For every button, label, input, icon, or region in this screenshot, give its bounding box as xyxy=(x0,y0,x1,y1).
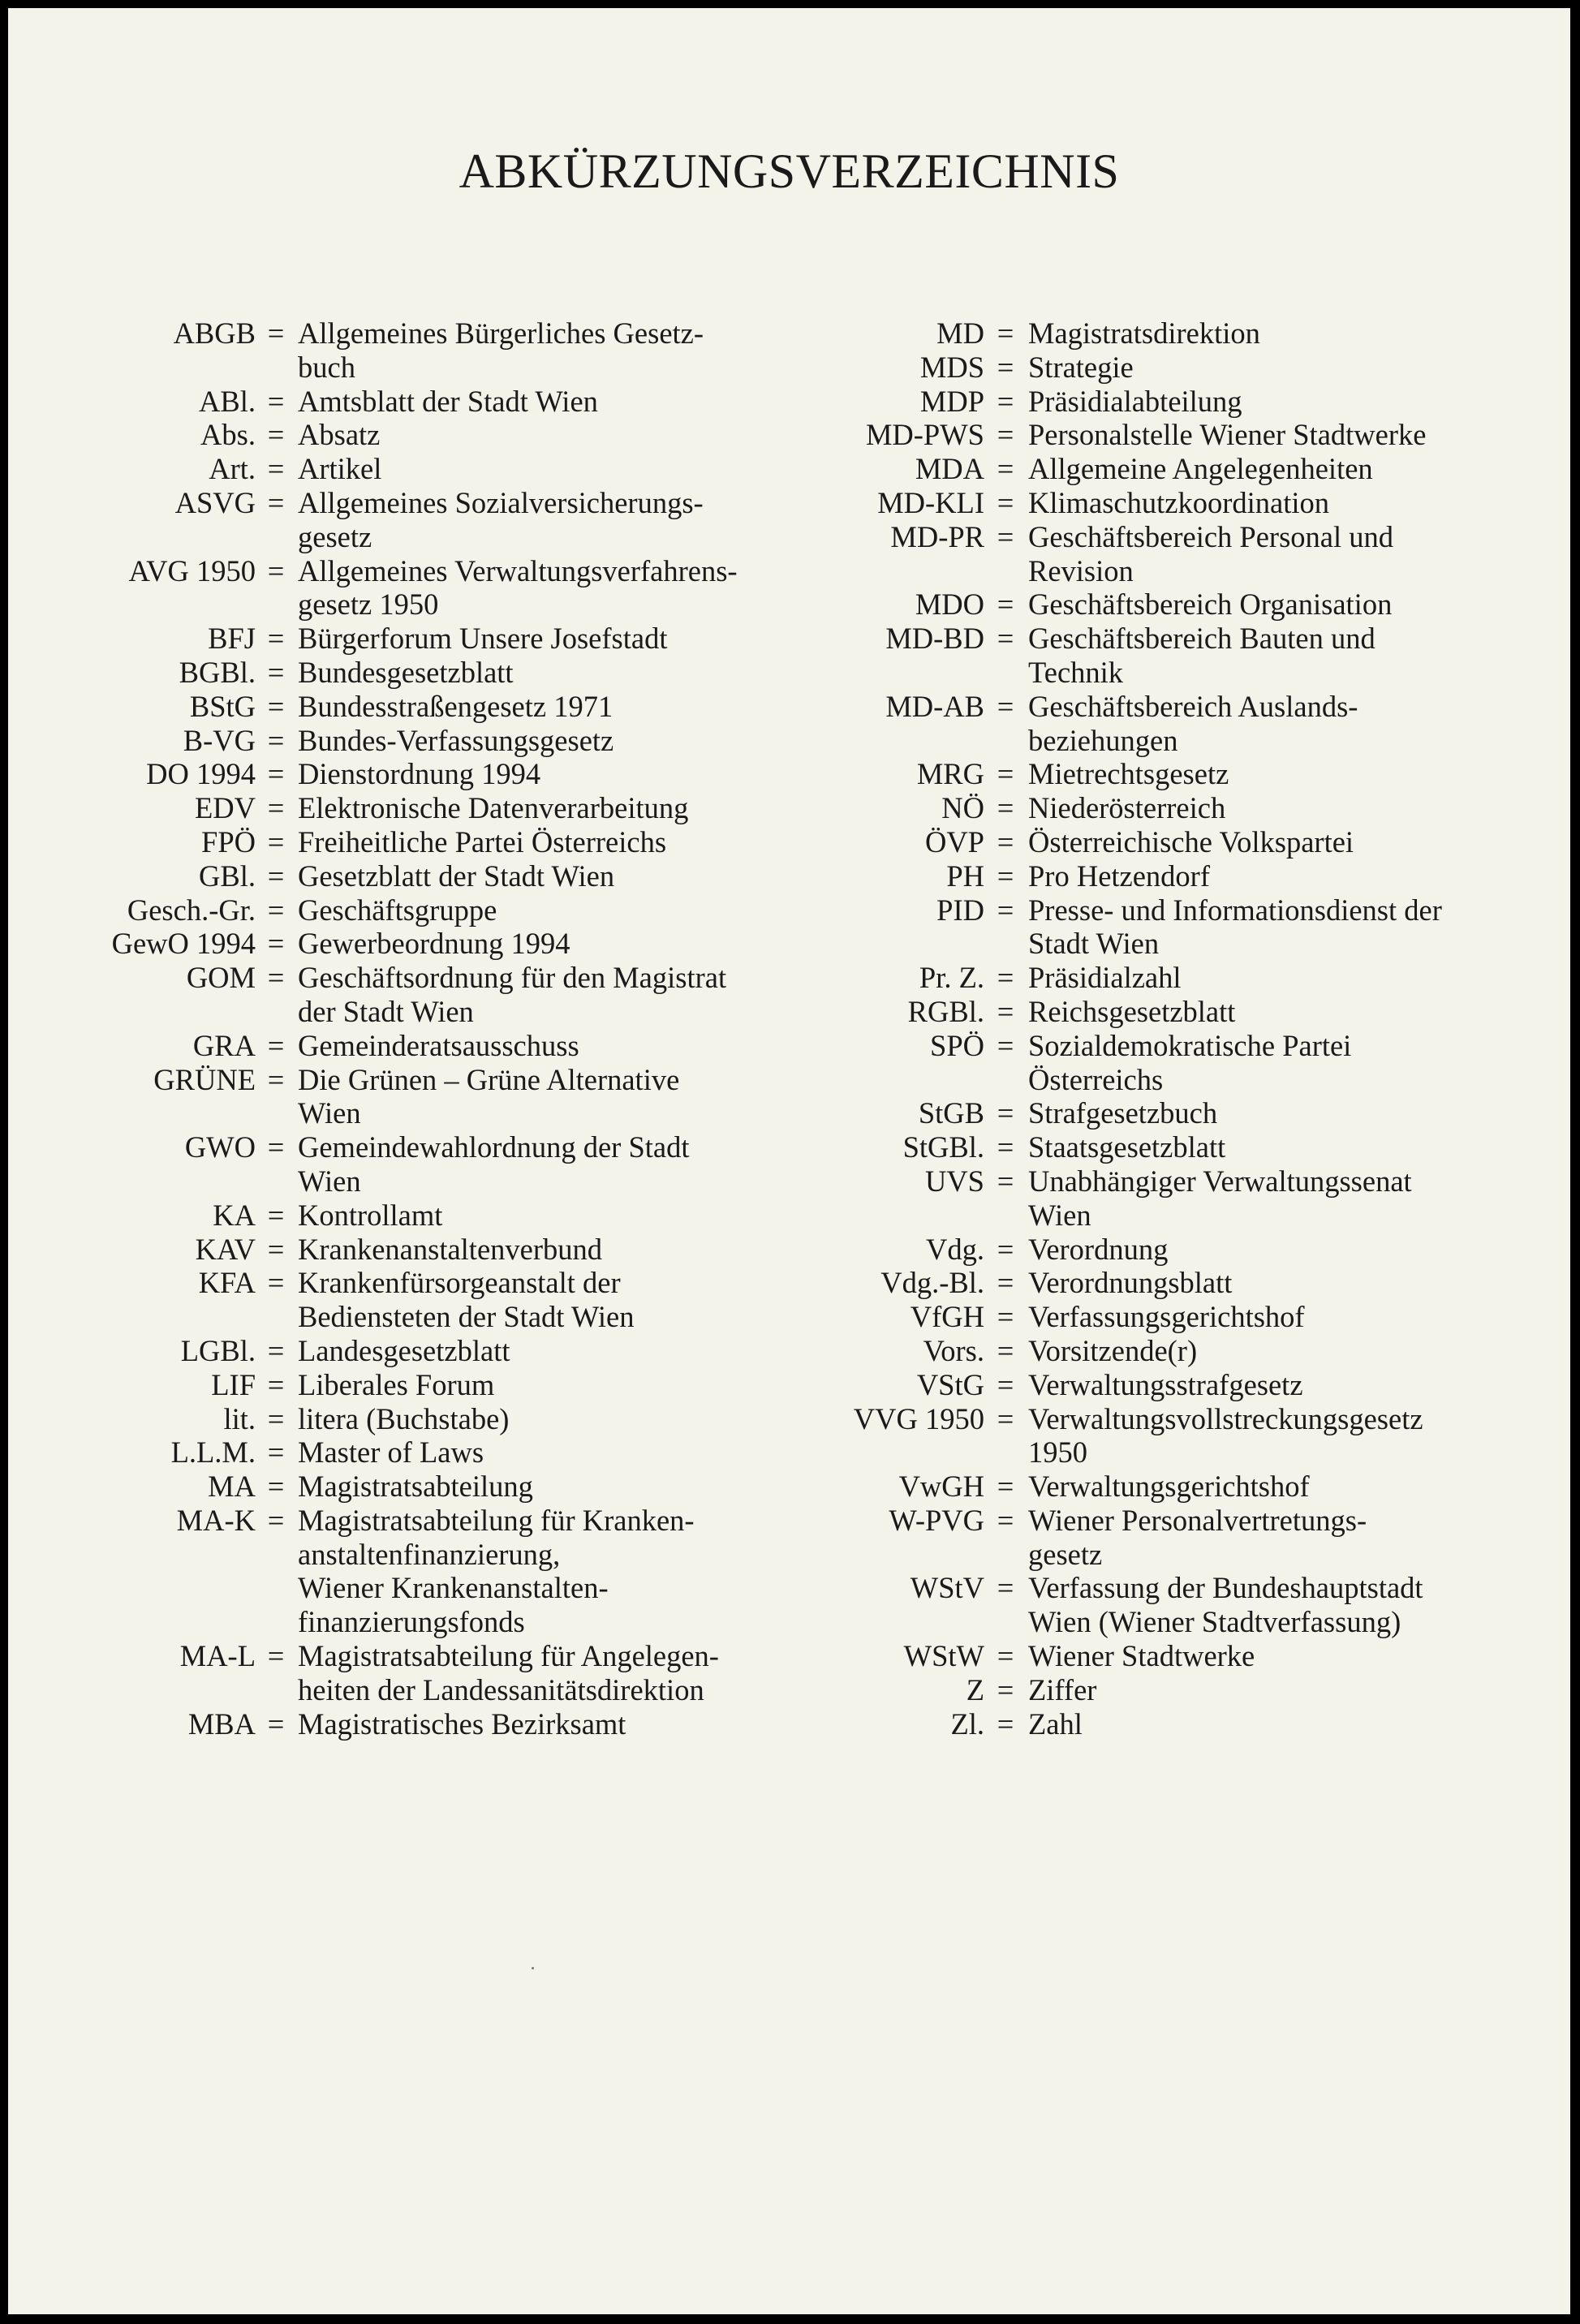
abbreviation-term: Pr. Z. xyxy=(919,961,984,995)
equals-separator: = xyxy=(267,859,285,893)
equals-separator: = xyxy=(997,1706,1014,1741)
equals-separator: = xyxy=(997,1300,1014,1334)
equals-separator: = xyxy=(997,519,1014,553)
equals-separator: = xyxy=(997,689,1014,723)
equals-separator: = xyxy=(997,1096,1014,1130)
abbreviation-definition: Geschäftsgruppe xyxy=(298,893,497,927)
abbreviation-definition: Gewerbeordnung 1994 xyxy=(298,927,570,961)
abbreviation-term: Vdg.-Bl. xyxy=(880,1266,984,1300)
abbreviation-entry xyxy=(763,757,1570,791)
paper-speck xyxy=(532,1967,534,1969)
equals-separator: = xyxy=(267,791,285,825)
abbreviation-entry xyxy=(8,486,787,554)
abbreviation-entry xyxy=(763,622,1570,690)
abbreviation-definition: Geschäftsbereich Organisation xyxy=(1028,587,1393,622)
abbreviation-term: B-VG xyxy=(183,723,256,757)
abbreviation-definition: Präsidialzahl xyxy=(1028,961,1182,995)
equals-separator: = xyxy=(267,1435,285,1470)
abbreviation-definition: Absatz xyxy=(298,418,381,452)
abbreviation-entry xyxy=(763,316,1570,351)
equals-separator: = xyxy=(997,485,1014,519)
abbreviation-term: Vors. xyxy=(923,1333,984,1367)
abbreviation-definition: Geschäftsordnung für den Magistrat der Stadt Wien xyxy=(298,961,727,1028)
equals-separator: = xyxy=(267,485,285,519)
abbreviation-definition: Allgemeine Angelegenheiten xyxy=(1028,452,1373,486)
equals-separator: = xyxy=(997,1164,1014,1198)
abbreviation-term: KAV xyxy=(195,1232,256,1266)
abbreviation-definition: Elektronische Datenverarbeitung xyxy=(298,791,689,825)
abbreviation-term: VwGH xyxy=(898,1470,984,1504)
abbreviation-definition: Verordnung xyxy=(1028,1232,1169,1266)
abbreviation-entry xyxy=(763,418,1570,452)
abbreviation-entry xyxy=(763,1368,1570,1402)
equals-separator: = xyxy=(267,689,285,723)
equals-separator: = xyxy=(997,622,1014,656)
abbreviation-term: GBl. xyxy=(199,859,256,893)
abbreviation-entry xyxy=(8,622,787,656)
abbreviation-definition: Amtsblatt der Stadt Wien xyxy=(298,384,598,418)
abbreviation-term: VfGH xyxy=(910,1300,984,1334)
abbreviation-definition: Strafgesetzbuch xyxy=(1028,1096,1218,1130)
abbreviation-entry xyxy=(8,859,787,893)
abbreviation-definition: Wiener Personalvertretungs- gesetz xyxy=(1028,1503,1367,1571)
abbreviation-definition: Vorsitzende(r) xyxy=(1028,1333,1198,1367)
equals-separator: = xyxy=(997,384,1014,418)
equals-separator: = xyxy=(267,893,285,927)
abbreviation-term: SPÖ xyxy=(930,1028,984,1062)
abbreviation-definition: Wiener Stadtwerke xyxy=(1028,1639,1255,1673)
abbreviation-entry xyxy=(8,927,787,961)
abbreviation-entry xyxy=(8,316,787,385)
equals-separator: = xyxy=(997,791,1014,825)
abbreviation-definition: Freiheitliche Partei Österreichs xyxy=(298,824,667,859)
abbreviation-definition: Klimaschutzkoordination xyxy=(1028,485,1330,519)
abbreviation-term: PH xyxy=(946,859,984,893)
abbreviation-term: lit. xyxy=(223,1401,256,1435)
equals-separator: = xyxy=(267,553,285,587)
abbreviation-definition: Allgemeines Verwaltungsverfahrens- gesetz 1950 xyxy=(298,553,738,622)
abbreviation-entry xyxy=(8,893,787,927)
abbreviation-definition: Verwaltungsstrafgesetz xyxy=(1028,1367,1303,1401)
abbreviation-entry xyxy=(763,825,1570,859)
abbreviation-entry xyxy=(763,1266,1570,1300)
equals-separator: = xyxy=(997,1232,1014,1266)
abbreviation-definition: Verwaltungsvollstreckungsgesetz 1950 xyxy=(1028,1401,1423,1470)
equals-separator: = xyxy=(997,1503,1014,1537)
equals-separator: = xyxy=(997,994,1014,1028)
abbreviation-entry xyxy=(8,724,787,758)
abbreviation-term: BFJ xyxy=(208,622,256,656)
abbreviation-entry xyxy=(763,520,1570,588)
abbreviation-definition: Allgemeines Sozialversicherungs- gesetz xyxy=(298,485,704,553)
abbreviation-entry xyxy=(8,757,787,791)
equals-separator: = xyxy=(267,655,285,689)
abbreviation-entry xyxy=(8,791,787,825)
abbreviation-term: MD-AB xyxy=(885,689,984,723)
abbreviation-term: StGBl. xyxy=(902,1130,984,1164)
equals-separator: = xyxy=(997,1367,1014,1401)
abbreviation-entry xyxy=(8,418,787,452)
equals-separator: = xyxy=(267,1333,285,1367)
equals-separator: = xyxy=(267,1266,285,1300)
equals-separator: = xyxy=(267,316,285,350)
abbreviation-definition: Bundesgesetzblatt xyxy=(298,655,514,689)
abbreviation-entry xyxy=(8,690,787,724)
abbreviation-entry xyxy=(763,961,1570,995)
equals-separator: = xyxy=(267,1198,285,1232)
equals-separator: = xyxy=(997,757,1014,791)
abbreviation-definition: Die Grünen – Grüne Alternative Wien xyxy=(298,1062,680,1130)
abbreviation-term: MRG xyxy=(916,757,984,791)
equals-separator: = xyxy=(997,1470,1014,1504)
equals-separator: = xyxy=(267,757,285,791)
abbreviation-entry xyxy=(8,961,787,1029)
abbreviation-definition: Mietrechtsgesetz xyxy=(1028,757,1229,791)
equals-separator: = xyxy=(267,1470,285,1504)
equals-separator: = xyxy=(997,587,1014,622)
abbreviation-definition: Allgemeines Bürgerliches Gesetz- buch xyxy=(298,316,704,384)
abbreviation-term: MD xyxy=(936,316,984,350)
equals-separator: = xyxy=(997,1401,1014,1435)
abbreviation-entry xyxy=(8,1063,787,1131)
abbreviation-definition: Bürgerforum Unsere Josefstadt xyxy=(298,622,668,656)
abbreviation-entry xyxy=(763,452,1570,486)
abbreviation-entry xyxy=(763,385,1570,419)
equals-separator: = xyxy=(997,452,1014,486)
abbreviation-term: BGBl. xyxy=(179,655,256,689)
abbreviation-entry xyxy=(8,1130,787,1199)
abbreviation-term: MDO xyxy=(915,587,984,622)
abbreviation-term: VStG xyxy=(916,1367,984,1401)
abbreviation-term: MDP xyxy=(919,384,984,418)
abbreviation-definition: Verwaltungsgerichtshof xyxy=(1028,1470,1310,1504)
abbreviation-term: GRA xyxy=(192,1028,256,1062)
equals-separator: = xyxy=(997,824,1014,859)
equals-separator: = xyxy=(997,1266,1014,1300)
abbreviation-term: VVG 1950 xyxy=(853,1401,984,1435)
abbreviation-entry xyxy=(763,995,1570,1029)
abbreviation-term: W-PVG xyxy=(889,1503,984,1537)
equals-separator: = xyxy=(997,893,1014,927)
abbreviation-definition: Strategie xyxy=(1028,350,1134,384)
page-title: ABKÜRZUNGSVERZEICHNIS xyxy=(459,144,1120,198)
equals-separator: = xyxy=(267,1028,285,1062)
abbreviation-term: Gesch.-Gr. xyxy=(127,893,256,927)
abbreviation-term: WStV xyxy=(910,1571,984,1605)
abbreviation-list-left xyxy=(8,316,787,1741)
equals-separator: = xyxy=(267,1130,285,1164)
abbreviation-term: LGBl. xyxy=(180,1333,256,1367)
abbreviation-entry xyxy=(763,351,1570,385)
equals-separator: = xyxy=(997,859,1014,893)
abbreviation-entry xyxy=(763,1707,1570,1741)
abbreviation-definition: Liberales Forum xyxy=(298,1367,495,1401)
abbreviation-definition: Verfassung der Bundeshauptstadt Wien (Wiener Stadtverfassung) xyxy=(1028,1571,1423,1639)
equals-separator: = xyxy=(267,927,285,961)
abbreviation-definition: Zahl xyxy=(1028,1706,1083,1741)
abbreviation-entry xyxy=(763,587,1570,622)
abbreviation-entry xyxy=(763,1300,1570,1334)
abbreviation-entry xyxy=(763,1470,1570,1504)
abbreviation-entry xyxy=(8,1233,787,1267)
equals-separator: = xyxy=(997,1130,1014,1164)
abbreviation-term: EDV xyxy=(194,791,256,825)
abbreviation-term: PID xyxy=(936,893,984,927)
abbreviation-term: GOM xyxy=(186,961,256,995)
abbreviation-definition: litera (Buchstabe) xyxy=(298,1401,510,1435)
abbreviation-term: ASVG xyxy=(174,485,256,519)
abbreviation-entry xyxy=(8,1707,787,1741)
abbreviation-term: ÖVP xyxy=(924,824,984,859)
abbreviation-term: KA xyxy=(213,1198,256,1232)
abbreviation-term: ABl. xyxy=(199,384,256,418)
abbreviation-definition: Unabhängiger Verwaltungssenat Wien xyxy=(1028,1164,1412,1232)
abbreviation-term: LIF xyxy=(211,1367,256,1401)
abbreviation-definition: Dienstordnung 1994 xyxy=(298,757,541,791)
abbreviation-entry xyxy=(763,690,1570,758)
abbreviation-definition: Reichsgesetzblatt xyxy=(1028,994,1236,1028)
equals-separator: = xyxy=(267,1062,285,1096)
abbreviation-entry xyxy=(763,1334,1570,1368)
abbreviation-entry xyxy=(8,656,787,690)
abbreviation-entry xyxy=(763,1096,1570,1130)
abbreviation-definition: Personalstelle Wiener Stadtwerke xyxy=(1028,418,1427,452)
abbreviation-term: FPÖ xyxy=(201,824,256,859)
abbreviation-entry xyxy=(8,385,787,419)
equals-separator: = xyxy=(997,350,1014,384)
abbreviation-term: MD-PR xyxy=(890,519,984,553)
equals-separator: = xyxy=(997,961,1014,995)
abbreviation-term: BStG xyxy=(189,689,256,723)
abbreviation-entry xyxy=(763,1029,1570,1097)
abbreviation-entry xyxy=(8,452,787,486)
abbreviation-entry xyxy=(8,1199,787,1233)
equals-separator: = xyxy=(267,452,285,486)
abbreviation-definition: Magistratisches Bezirksamt xyxy=(298,1706,626,1741)
abbreviation-term: MA-L xyxy=(179,1639,256,1673)
equals-separator: = xyxy=(267,1367,285,1401)
equals-separator: = xyxy=(997,1639,1014,1673)
abbreviation-term: AVG 1950 xyxy=(128,553,256,587)
abbreviation-term: WStW xyxy=(903,1639,984,1673)
abbreviation-definition: Geschäftsbereich Auslands- beziehungen xyxy=(1028,689,1358,757)
abbreviation-entry xyxy=(763,1504,1570,1572)
abbreviation-definition: Präsidialabteilung xyxy=(1028,384,1242,418)
abbreviation-definition: Ziffer xyxy=(1028,1672,1097,1706)
equals-separator: = xyxy=(997,1672,1014,1706)
document-page xyxy=(8,8,1570,2314)
abbreviation-definition: Landesgesetzblatt xyxy=(298,1333,510,1367)
abbreviation-term: MD-PWS xyxy=(865,418,984,452)
abbreviation-term: MD-BD xyxy=(885,622,984,656)
abbreviation-definition: Bundes-Verfassungsgesetz xyxy=(298,723,614,757)
equals-separator: = xyxy=(997,1333,1014,1367)
abbreviation-definition: Magistratsabteilung für Angelegen- heiten der Landessanitätsdirektion xyxy=(298,1639,719,1706)
abbreviation-entry xyxy=(763,893,1570,962)
abbreviation-term: Zl. xyxy=(950,1706,984,1741)
abbreviation-definition: Geschäftsbereich Bauten und Technik xyxy=(1028,622,1376,689)
equals-separator: = xyxy=(267,418,285,452)
abbreviation-definition: Magistratsabteilung xyxy=(298,1470,533,1504)
abbreviation-entry xyxy=(8,1435,787,1470)
abbreviation-definition: Master of Laws xyxy=(298,1435,484,1470)
abbreviation-entry xyxy=(763,1130,1570,1164)
abbreviation-definition: Gesetzblatt der Stadt Wien xyxy=(298,859,615,893)
abbreviation-entry xyxy=(763,791,1570,825)
abbreviation-term: Z xyxy=(966,1672,984,1706)
abbreviation-list-right xyxy=(763,316,1570,1741)
abbreviation-definition: Krankenfürsorgeanstalt der Bediensteten der Stadt Wien xyxy=(298,1266,635,1334)
abbreviation-entry xyxy=(8,1402,787,1436)
equals-separator: = xyxy=(267,824,285,859)
equals-separator: = xyxy=(267,1639,285,1673)
abbreviation-term: L.L.M. xyxy=(170,1435,256,1470)
equals-separator: = xyxy=(267,1706,285,1741)
abbreviation-entry xyxy=(763,859,1570,893)
abbreviation-definition: Niederösterreich xyxy=(1028,791,1226,825)
abbreviation-term: Art. xyxy=(209,452,256,486)
abbreviation-term: RGBl. xyxy=(907,994,984,1028)
equals-separator: = xyxy=(267,622,285,656)
abbreviation-entry xyxy=(8,1470,787,1504)
equals-separator: = xyxy=(267,384,285,418)
abbreviation-term: StGB xyxy=(918,1096,984,1130)
abbreviation-definition: Gemeindewahlordnung der Stadt Wien xyxy=(298,1130,690,1198)
abbreviation-entry xyxy=(8,1368,787,1402)
abbreviation-entry xyxy=(763,1164,1570,1233)
equals-separator: = xyxy=(997,316,1014,350)
abbreviation-term: GWO xyxy=(184,1130,256,1164)
equals-separator: = xyxy=(267,723,285,757)
equals-separator: = xyxy=(267,1401,285,1435)
abbreviation-entry xyxy=(763,1571,1570,1639)
abbreviation-definition: Magistratsabteilung für Kranken- anstaltenfinanzierung, Wiener Krankenanstalten- finanzierungsfonds xyxy=(298,1503,695,1639)
abbreviation-term: KFA xyxy=(198,1266,256,1300)
abbreviation-term: MD-KLI xyxy=(877,485,984,519)
abbreviation-term: MBA xyxy=(187,1706,256,1741)
equals-separator: = xyxy=(997,418,1014,452)
abbreviation-definition: Krankenanstaltenverbund xyxy=(298,1232,602,1266)
abbreviation-entry xyxy=(763,1639,1570,1673)
equals-separator: = xyxy=(997,1028,1014,1062)
abbreviation-term: GRÜNE xyxy=(153,1062,256,1096)
abbreviation-entry xyxy=(763,1673,1570,1707)
abbreviation-term: ABGB xyxy=(173,316,256,350)
equals-separator: = xyxy=(267,961,285,995)
abbreviation-entry xyxy=(8,1266,787,1334)
abbreviation-term: Vdg. xyxy=(926,1232,984,1266)
abbreviation-definition: Verfassungsgerichtshof xyxy=(1028,1300,1305,1334)
abbreviation-definition: Pro Hetzendorf xyxy=(1028,859,1210,893)
equals-separator: = xyxy=(267,1503,285,1537)
abbreviation-entry xyxy=(8,1639,787,1707)
equals-separator: = xyxy=(267,1232,285,1266)
abbreviation-definition: Presse- und Informationsdienst der Stadt Wien xyxy=(1028,893,1442,961)
abbreviation-entry xyxy=(8,554,787,622)
abbreviation-definition: Verordnungsblatt xyxy=(1028,1266,1233,1300)
abbreviation-term: Abs. xyxy=(200,418,256,452)
abbreviation-definition: Kontrollamt xyxy=(298,1198,443,1232)
abbreviation-entry xyxy=(763,1402,1570,1470)
abbreviation-term: MA-K xyxy=(176,1503,256,1537)
abbreviation-definition: Österreichische Volkspartei xyxy=(1028,824,1354,859)
abbreviation-definition: Sozialdemokratische Partei Österreichs xyxy=(1028,1028,1352,1096)
equals-separator: = xyxy=(997,1571,1014,1605)
abbreviation-definition: Bundesstraßengesetz 1971 xyxy=(298,689,613,723)
abbreviation-entry xyxy=(763,1233,1570,1267)
abbreviation-definition: Gemeinderatsausschuss xyxy=(298,1028,579,1062)
abbreviation-entry xyxy=(8,1029,787,1063)
abbreviation-term: MA xyxy=(208,1470,256,1504)
abbreviation-definition: Artikel xyxy=(298,452,382,486)
abbreviation-term: GewO 1994 xyxy=(111,927,256,961)
abbreviation-entry xyxy=(8,825,787,859)
abbreviation-term: UVS xyxy=(924,1164,984,1198)
abbreviation-term: NÖ xyxy=(941,791,984,825)
abbreviation-entry xyxy=(8,1504,787,1639)
abbreviation-term: MDS xyxy=(919,350,984,384)
abbreviation-term: MDA xyxy=(915,452,984,486)
abbreviation-term: DO 1994 xyxy=(146,757,256,791)
abbreviation-entry xyxy=(8,1334,787,1368)
abbreviation-definition: Geschäftsbereich Personal und Revision xyxy=(1028,519,1394,587)
abbreviation-definition: Staatsgesetzblatt xyxy=(1028,1130,1226,1164)
abbreviation-entry xyxy=(763,486,1570,520)
abbreviation-definition: Magistratsdirektion xyxy=(1028,316,1260,350)
